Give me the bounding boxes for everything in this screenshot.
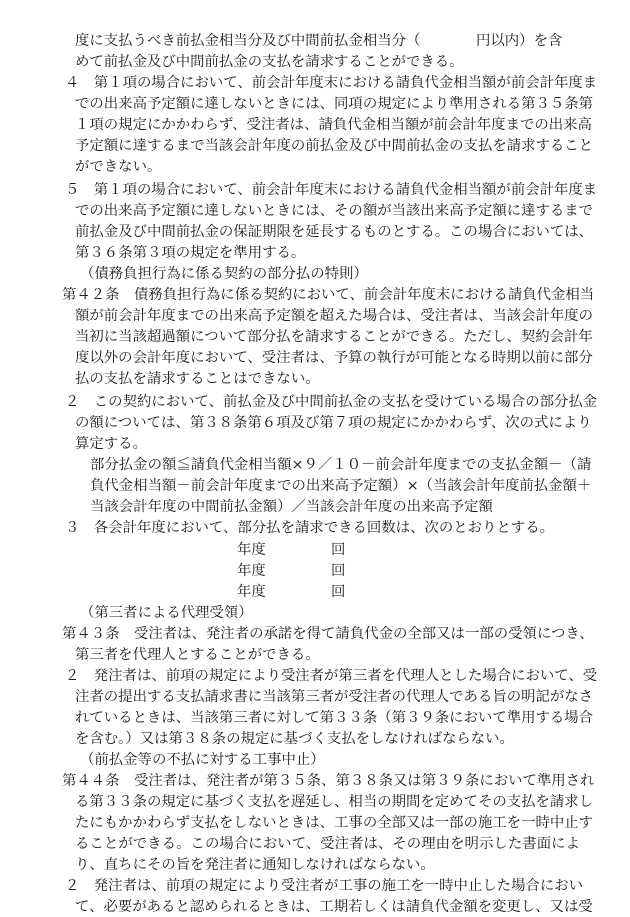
article-43-caption: （第三者による代理受領） bbox=[80, 605, 253, 621]
paragraph-line: ができない。 bbox=[75, 159, 162, 175]
paragraph-line: 度に支払うべき前払金相当分及び中間前払金相当分（ bbox=[75, 33, 421, 49]
paragraph-line: を含む。）又は第３８条の規定に基づく支払をしなければならない。 bbox=[75, 731, 514, 747]
article-42-caption: （債務負担行為に係る契約の部分払の特則） bbox=[80, 266, 368, 282]
paragraph-line: て、必要があると認められるときは、工期若しくは請負代金額を変更し、又は受 bbox=[75, 899, 593, 915]
paragraph-line: での出来高予定額に達しないときには、その額が当該出来高予定額に達するまで bbox=[75, 203, 594, 219]
count-label: 回 bbox=[331, 584, 346, 600]
paragraph-line: 当初に当該超過額について部分払を請求することができる。ただし、契約会計年 bbox=[75, 329, 593, 345]
paragraph-line: での出来高予定額に達しないときには、同項の規定により準用される第３５条第 bbox=[75, 96, 594, 112]
paragraph-line: １項の規定にかかわらず、受注者は、請負代金相当額が前会計年度までの出来高 bbox=[75, 117, 592, 133]
article-42-heading-line: 第４２条 債務負担行為に係る契約において、前会計年度末における請負代金相当 bbox=[62, 287, 595, 303]
paragraph-line: る第３３条の規定に基づく支払を遅延し、相当の期間を定めてその支払を請求し bbox=[75, 794, 594, 810]
paragraph-line: 額が前会計年度までの出来高予定額を超えた場合は、受注者は、当該会計年度の bbox=[75, 308, 594, 324]
formula-line: 当該会計年度の中間前払金額）／当該会計年度の出来高予定額 bbox=[90, 499, 493, 515]
clause-3-heading-line: ３ 各会計年度において、部分払を請求できる回数は、次のとおりとする。 bbox=[65, 520, 554, 536]
article-43-heading-line: 第４３条 受注者は、発注者の承諾を得て請負代金の全部又は一部の受領につき、 bbox=[62, 626, 594, 642]
formula-line: 部分払金の額≦請負代金相当額×９／１０－前会計年度までの支払金額－（請 bbox=[90, 457, 592, 473]
formula-line: 負代金相当額－前会計年度までの出来高予定額）×（当該会計年度前払金額＋ bbox=[90, 478, 592, 494]
year-label: 年度 bbox=[237, 584, 266, 600]
paragraph-line: の額については、第３８条第６項及び第７項の規定にかかわらず、次の式により bbox=[75, 415, 592, 431]
paragraph-line: めて前払金及び中間前払金の支払を請求することができる。 bbox=[75, 54, 464, 70]
clause-2-heading-line: ２ 発注者は、前項の規定により受注者が第三者を代理人とした場合において、受 bbox=[65, 668, 598, 684]
count-label: 回 bbox=[331, 563, 346, 579]
paragraph-line: 第三者を代理人とすることができる。 bbox=[75, 647, 320, 663]
paragraph-line: れているときは、当該第三者に対して第３３条（第３９条において準用する場合 bbox=[75, 710, 594, 726]
article-44-caption: （前払金等の不払に対する工事中止） bbox=[80, 752, 325, 768]
paragraph-line: 予定額に達するまで当該会計年度の前払金及び中間前払金の支払を請求すること bbox=[75, 138, 594, 154]
paragraph-line: り、直ちにその旨を発注者に通知しなければならない。 bbox=[75, 857, 435, 873]
paragraph-line: 前払金及び中間前払金の保証期限を延長するものとする。この場合においては、 bbox=[75, 224, 594, 240]
paragraph-line: 算定する。 bbox=[75, 436, 147, 452]
paragraph-line: 円以内）を含 bbox=[476, 33, 563, 49]
paragraph-line: 注者の提出する支払請求書に当該第三者が受注者の代理人である旨の明記がなさ bbox=[75, 689, 594, 705]
clause-5-heading-line: ５ 第１項の場合において、前会計年度末における請負代金相当額が前会計年度ま bbox=[65, 182, 598, 198]
paragraph-line: 第３６条第３項の規定を準用する。 bbox=[75, 245, 306, 261]
clause-2-heading-line: ２ 発注者は、前項の規定により受注者が工事の施工を一時中止した場合におい bbox=[65, 878, 584, 894]
paragraph-line: 度以外の会計年度において、受注者は、予算の執行が可能となる時期以前に部分 bbox=[75, 350, 593, 366]
year-label: 年度 bbox=[237, 542, 266, 558]
clause-2-heading-line: ２ この契約において、前払金及び中間前払金の支払を受けている場合の部分払金 bbox=[65, 394, 598, 410]
paragraph-line: たにもかかわらず支払をしないときは、工事の全部又は一部の施工を一時中止す bbox=[75, 815, 594, 831]
article-44-heading-line: 第４４条 受注者は、発注者が第３５条、第３８条又は第３９条において準用され bbox=[62, 773, 595, 789]
clause-4-heading-line: ４ 第１項の場合において、前会計年度末における請負代金相当額が前会計年度ま bbox=[65, 75, 598, 91]
year-label: 年度 bbox=[237, 563, 266, 579]
count-label: 回 bbox=[331, 542, 346, 558]
paragraph-line: 払の支払を請求することはできない。 bbox=[75, 371, 320, 387]
paragraph-line: ることができる。この場合において、受注者は、その理由を明示した書面によ bbox=[75, 836, 580, 852]
